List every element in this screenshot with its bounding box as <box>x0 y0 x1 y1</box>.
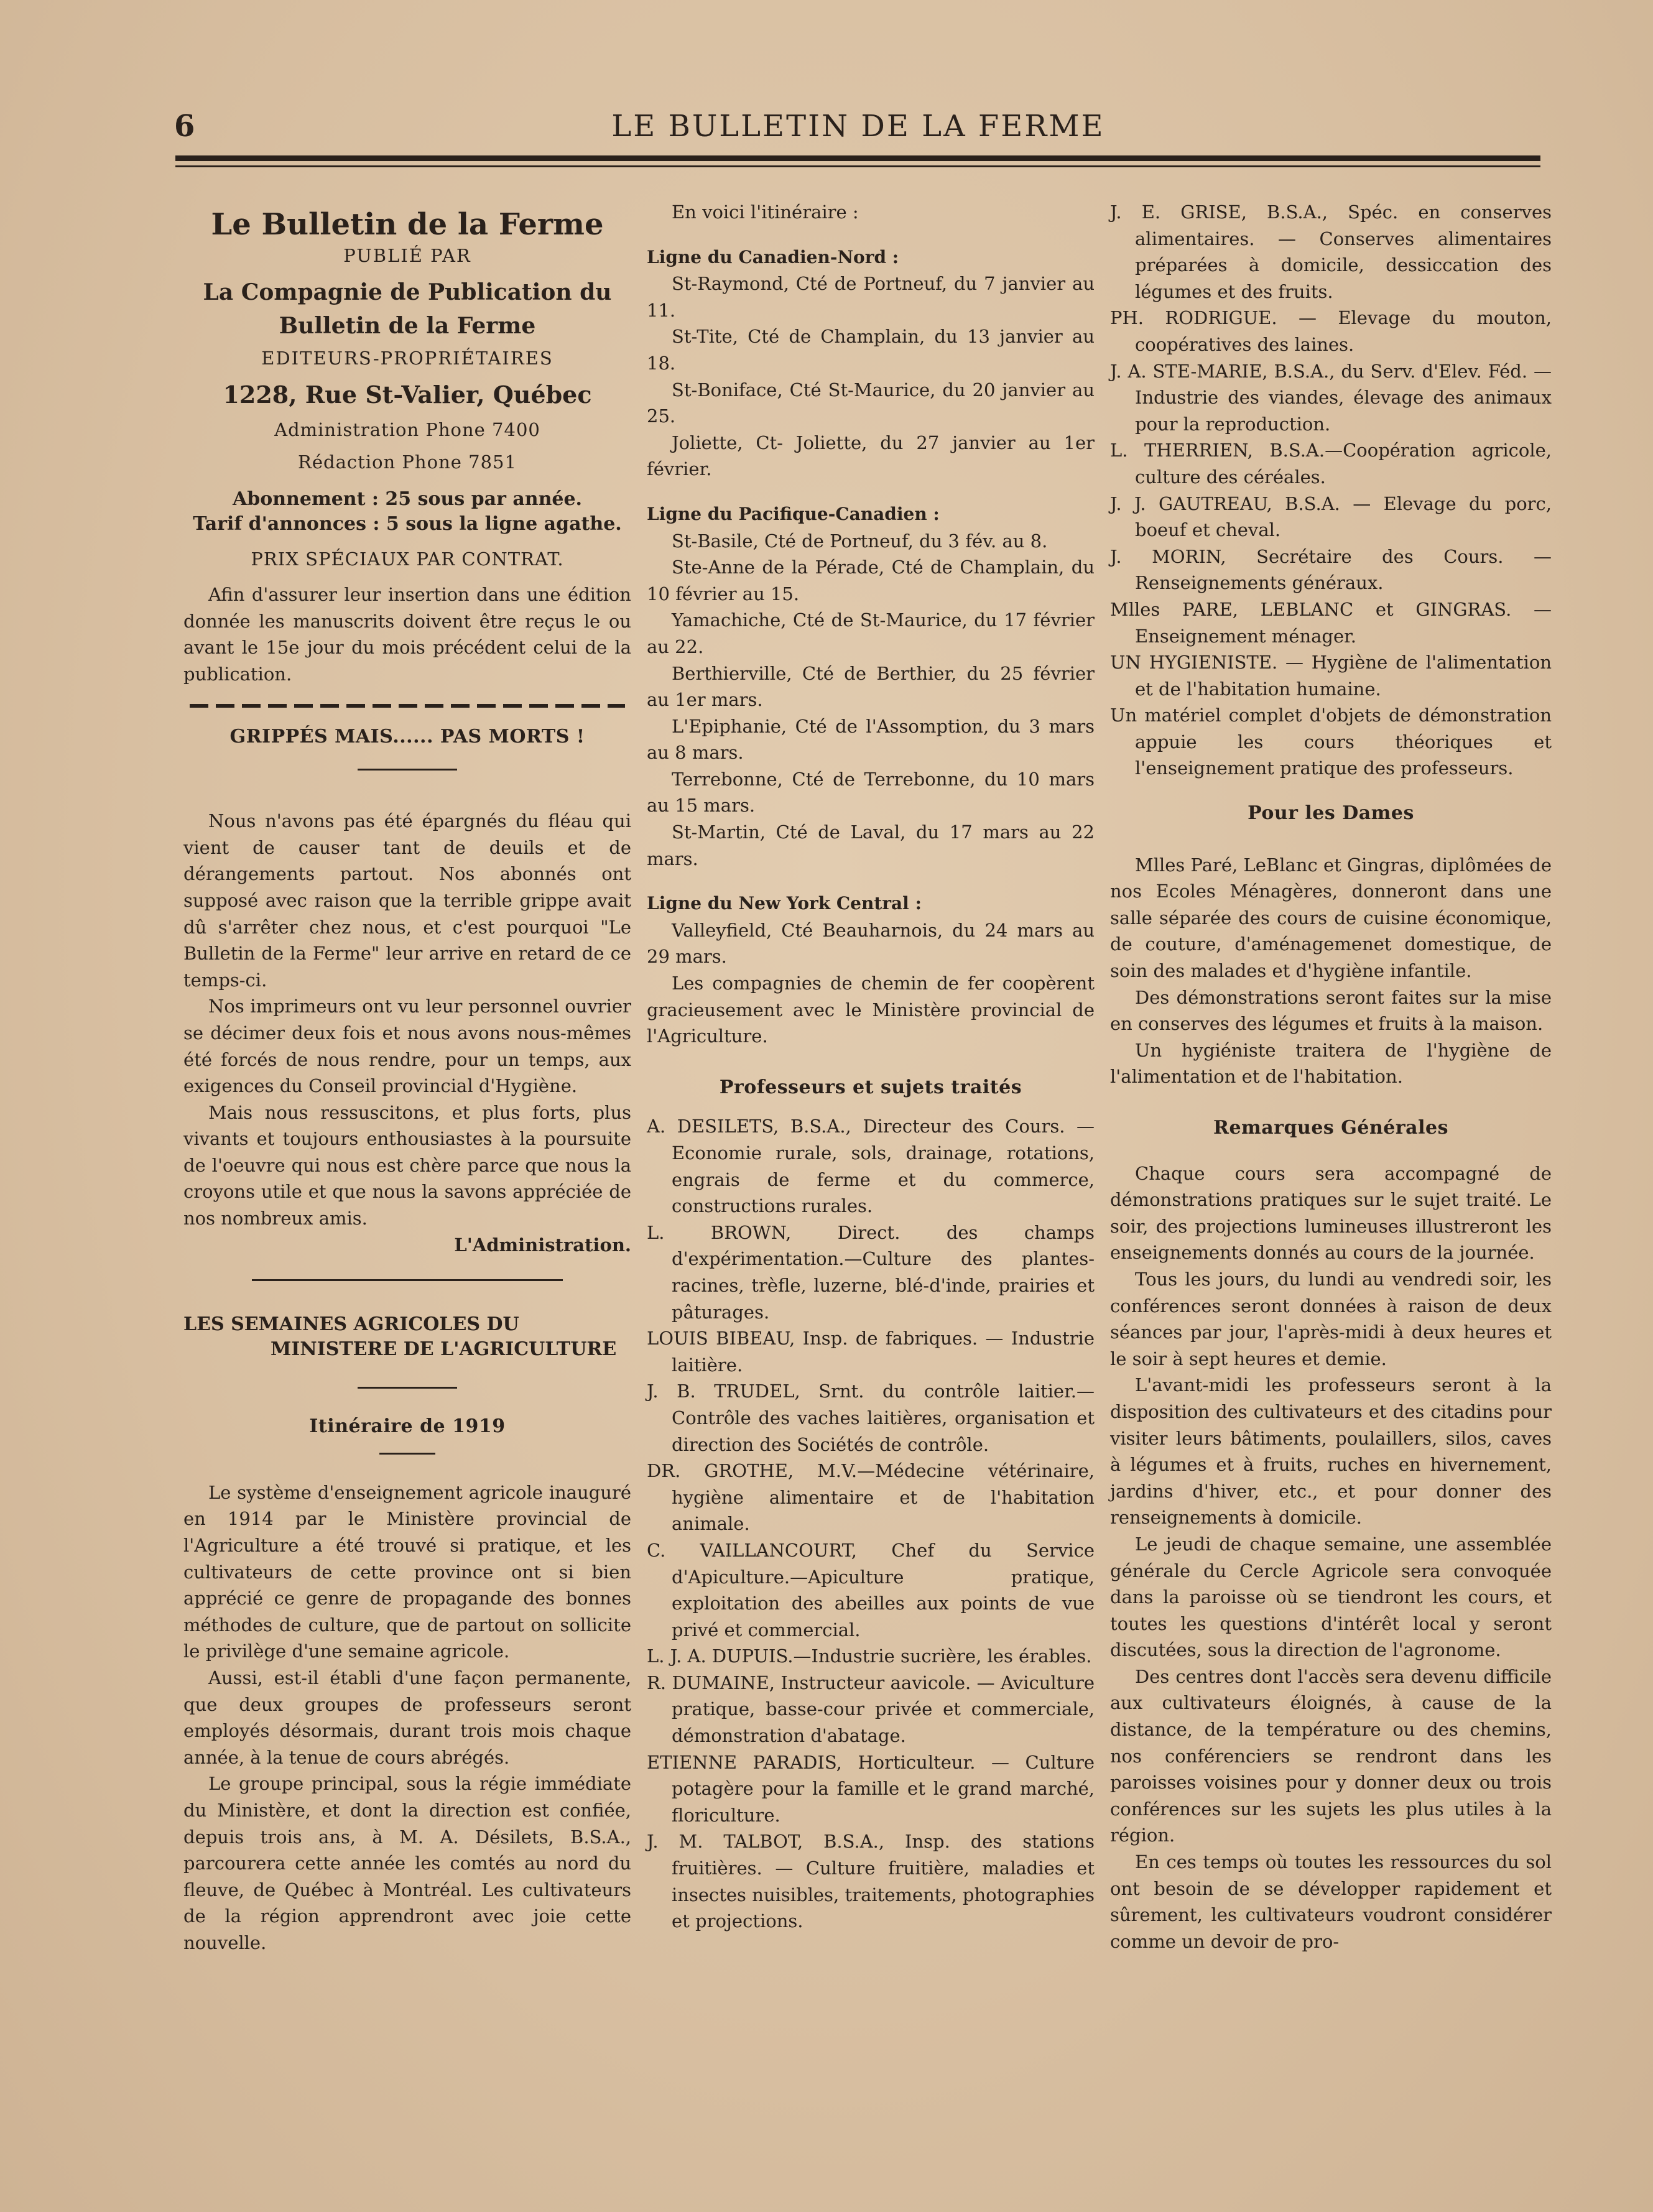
route-stop: St-Basile, Cté de Portneuf, du 3 fév. au 8. <box>672 530 1048 552</box>
masthead-notice: Afin d'assurer leur insertion dans une édition donnée les manuscrits doivent être reçus le ou avant le 15e jour du mois précédent celui de la publication. <box>183 584 631 685</box>
route-stop: St-Raymond, Cté de Portneuf, du 7 janvier au 11. <box>647 273 1095 321</box>
page-header <box>174 103 1542 152</box>
article2-subtitle: Itinéraire de 1919 <box>309 1415 506 1438</box>
article1-paragraph: Nos imprimeurs ont vu leur personnel ouvrier se décimer deux fois et nous avons nous-mêmes été forcés de nous rendre, pour un temps, aux exigences du Conseil provincial d'Hygiène. <box>183 996 631 1097</box>
article1-title: GRIPPÉS MAIS...... PAS MORTS ! <box>229 725 585 747</box>
article2-paragraph: Le système d'enseignement agricole inauguré en 1914 par le Ministère provincial de l'Agriculture a été trouvé si pratique, et les cultivateurs de cette province ont si bien apprécié ce genre de propagande des bonnes méthodes de culture, que de partout on sollicite le privilège d'une semaine agricole. <box>183 1481 631 1662</box>
remarques-heading: Remarques Générales <box>1213 1117 1448 1139</box>
article2-title-line1: LES SEMAINES AGRICOLES DU <box>183 1313 519 1336</box>
article2-paragraph: En voici l'itinéraire : <box>672 201 859 223</box>
materiel-note: Un matériel complet d'objets de démonstration appuie les cours théoriques et l'enseignement pratique des professeurs. <box>1110 705 1552 779</box>
dashed-divider <box>190 704 625 708</box>
masthead-special-prices: PRIX SPÉCIAUX PAR CONTRAT. <box>251 548 564 570</box>
article1-paragraph: Nous n'avons pas été épargnés du fléau qui vient de causer tant de deuils et de dérangements partout. Nos abonnés ont supposé avec raison que la terrible grippe avait dû s'arrêter chez nous, et c'est pourquoi "Le Bulletin de la Ferme" leur arrive en retard de ce temps-ci. <box>183 810 631 991</box>
route-stop: St-Martin, Cté de Laval, du 17 mars au 22 mars. <box>647 821 1095 869</box>
dames-paragraph: Mlles Paré, LeBlanc et Gingras, diplômées de nos Ecoles Ménagères, donneront dans une salle séparée des cours de cuisine économique, de couture, d'aménagemenet domestique, de soin des malades et d'hygiène infantile. <box>1110 854 1552 982</box>
masthead-redaction-phone: Rédaction Phone 7851 <box>298 451 517 473</box>
route-stop: St-Tite, Cté de Champlain, du 13 janvier au 18. <box>647 326 1095 374</box>
article2-paragraph: Aussi, est-il établi d'une façon permanente, que deux groupes de professeurs seront employés désormais, durant trois mois chaque année, à la tenue de cours abrégés. <box>183 1667 631 1768</box>
column-2 <box>647 199 1095 1935</box>
dames-paragraph: Un hygiéniste traitera de l'hygiène de l'alimentation et de l'habitation. <box>1110 1039 1552 1088</box>
masthead-published-by: PUBLIÉ PAR <box>343 245 471 266</box>
professor-entry: L. BROWN, Direct. des champs d'expérimentation.—Culture des plantes-racines, trèfle, luzerne, blé-d'inde, prairies et pâturages. <box>647 1221 1095 1323</box>
route-stop: Terrebonne, Cté de Terrebonne, du 10 mars au 15 mars. <box>647 768 1095 817</box>
professor-entry: J. A. STE-MARIE, B.S.A., du Serv. d'Elev. Féd. — Industrie des viandes, élevage des animaux pour la reproduction. <box>1110 360 1552 435</box>
article2-paragraph: Le groupe principal, sous la régie immédiate du Ministère, et dont la direction est confiée, depuis trois ans, à M. A. Désilets, B.S.A., parcourera cette année les comtés au nord du fleuve, de Québec à Montréal. Les cultivateurs de la région apprendront avec joie cette nouvelle. <box>183 1773 631 1953</box>
professor-entry: J. E. GRISE, B.S.A., Spéc. en conserves alimentaires. — Conserves alimentaires préparées à domicile, dessiccation des légumes et des fruits. <box>1110 201 1552 302</box>
article-divider <box>252 1279 563 1281</box>
route-heading: Ligne du New York Central : <box>647 893 922 914</box>
remarques-paragraph: L'avant-midi les professeurs seront à la disposition des cultivateurs et des citadins pour visiter leurs bâtiments, poulaillers, silos, caves à légumes et à fruits, ruches en hivernement, jardins d'hiver, etc., et pour donner des renseignements à domicile. <box>1110 1374 1552 1529</box>
professor-entry: J. MORIN, Secrétaire des Cours. — Renseignements généraux. <box>1110 545 1552 594</box>
route-heading: Ligne du Pacifique-Canadien : <box>647 503 940 524</box>
remarques-paragraph: Tous les jours, du lundi au vendredi soir, les conférences seront données à raison de deux séances par jour, l'après-midi à deux heures et le soir à sept heures et demie. <box>1110 1268 1552 1369</box>
article2-title-line2: MINISTERE DE L'AGRICULTURE <box>271 1338 617 1361</box>
dames-paragraph: Des démonstrations seront faites sur la mise en conserves des légumes et fruits à la maison. <box>1110 986 1552 1035</box>
route-stop: L'Epiphanie, Cté de l'Assomption, du 3 mars au 8 mars. <box>647 715 1095 764</box>
article1-signature: L'Administration. <box>454 1234 631 1256</box>
professor-entry: DR. GROTHE, M.V.—Médecine vétérinaire, hygiène alimentaire et de l'habitation animale. <box>647 1460 1095 1535</box>
masthead-subscription: Abonnement : 25 sous par année. <box>232 488 583 511</box>
professor-entry: ETIENNE PARADIS, Horticulteur. — Culture potagère pour la famille et le grand marché, floriculture. <box>647 1751 1095 1826</box>
masthead-title: Le Bulletin de la Ferme <box>211 207 604 242</box>
professor-entry: UN HYGIENISTE. — Hygiène de l'alimentation et de l'habitation humaine. <box>1110 652 1552 700</box>
column-3 <box>1110 199 1552 1955</box>
professor-entry: L. THERRIEN, B.S.A.—Coopération agricole, culture des céréales. <box>1110 440 1552 488</box>
masthead-address: 1228, Rue St-Valier, Québec <box>223 381 592 409</box>
dames-heading: Pour les Dames <box>1248 802 1414 825</box>
remarques-paragraph: Chaque cours sera accompagné de démonstrations pratiques sur le sujet traité. Le soir, des projections lumineuses illustreront les enseignements donnés au cours de la journée. <box>1110 1162 1552 1264</box>
short-divider <box>379 1453 435 1455</box>
remarques-paragraph: En ces temps où toutes les ressources du sol ont besoin de se développer rapidement et sûrement, les cultivateurs voudront considérer comme un devoir de pro- <box>1110 1851 1552 1952</box>
header-rule-thin <box>175 165 1540 167</box>
journal-title: LE BULLETIN DE LA FERME <box>611 109 1105 144</box>
route-stop: Yamachiche, Cté de St-Maurice, du 17 février au 22. <box>647 609 1095 657</box>
professor-entry: J. M. TALBOT, B.S.A., Insp. des stations fruitières. — Culture fruitière, maladies et insectes nuisibles, traitements, photographies et projections. <box>647 1831 1095 1932</box>
professor-entry: L. J. A. DUPUIS.—Industrie sucrière, les érables. <box>647 1645 1092 1667</box>
professor-entry: A. DESILETS, B.S.A., Directeur des Cours. —Economie rurale, sols, drainage, rotations, engrais de ferme et du commerce, constructions rurales. <box>647 1116 1095 1217</box>
professors-heading: Professeurs et sujets traités <box>719 1076 1022 1098</box>
professor-entry: R. DUMAINE, Instructeur aavicole. — Aviculture pratique, basse-cour privée et commerciale, démonstration d'abatage. <box>647 1672 1095 1747</box>
header-rule-thick <box>175 155 1540 161</box>
short-divider <box>358 769 457 770</box>
professor-entry: Mlles PARE, LEBLANC et GINGRAS. — Enseignement ménager. <box>1110 598 1552 647</box>
route-stop: Joliette, Ct- Joliette, du 27 janvier au 1er février. <box>647 432 1095 480</box>
professors-list <box>647 1113 1095 1934</box>
professor-entry: J. J. GAUTREAU, B.S.A. — Elevage du porc, boeuf et cheval. <box>1110 493 1552 541</box>
route-stop: Valleyfield, Cté Beauharnois, du 24 mars au 29 mars. <box>647 919 1095 968</box>
article1-paragraph: Mais nous ressuscitons, et plus forts, plus vivants et toujours enthousiastes à la poursuite de l'oeuvre qui nous est chère parce que nous la croyons utile et que nous la savons appréciée de nos nombreux amis. <box>183 1101 631 1229</box>
masthead-editors: EDITEURS-PROPRIÉTAIRES <box>261 347 553 369</box>
professor-entry: C. VAILLANCOURT, Chef du Service d'Apiculture.—Apiculture pratique, exploitation des abeilles aux points de vue privé et commercial. <box>647 1539 1095 1640</box>
masthead-company-line1: La Compagnie de Publication du <box>203 279 612 305</box>
column-1 <box>183 199 631 1956</box>
route-stop: St-Boniface, Cté St-Maurice, du 20 janvier au 25. <box>647 379 1095 427</box>
railway-note: Les compagnies de chemin de fer coopèrent gracieusement avec le Ministère provincial de l'Agriculture. <box>647 973 1095 1047</box>
masthead-company-line2: Bulletin de la Ferme <box>279 312 536 339</box>
short-divider <box>358 1387 457 1389</box>
professor-entry: PH. RODRIGUE. — Elevage du mouton, coopératives des laines. <box>1110 307 1552 355</box>
route-stop: Ste-Anne de la Pérade, Cté de Champlain, du 10 février au 15. <box>647 557 1095 604</box>
page-number: 6 <box>174 109 195 144</box>
article2-title <box>183 1312 631 1362</box>
route-heading: Ligne du Canadien-Nord : <box>647 246 899 267</box>
masthead-admin-phone: Administration Phone 7400 <box>274 419 540 441</box>
masthead-ad-rate: Tarif d'annonces : 5 sous la ligne agathe. <box>193 513 622 535</box>
professor-entry: LOUIS BIBEAU, Insp. de fabriques. — Industrie laitière. <box>647 1328 1095 1376</box>
professor-entry: J. B. TRUDEL, Srnt. du contrôle laitier.— Contrôle des vaches laitières, organisation et direction des Sociétés de contrôle. <box>647 1381 1095 1455</box>
route-stop: Berthierville, Cté de Berthier, du 25 février au 1er mars. <box>647 662 1095 711</box>
remarques-paragraph: Le jeudi de chaque semaine, une assemblée générale du Cercle Agricole sera convoquée dans la paroisse où se tiendront les cours, et toutes les questions d'intérêt local y seront discutées, sous la direction de l'agronome. <box>1110 1533 1552 1661</box>
professors-list-continued <box>1110 199 1552 782</box>
remarques-paragraph: Des centres dont l'accès sera devenu difficile aux cultivateurs éloignés, à cause de la distance, de la température ou des chemins, nos conférenciers se rendront dans les paroisses voisines pour y donner deux ou trois conférences sur les sujets les plus utiles à la région. <box>1110 1665 1552 1846</box>
